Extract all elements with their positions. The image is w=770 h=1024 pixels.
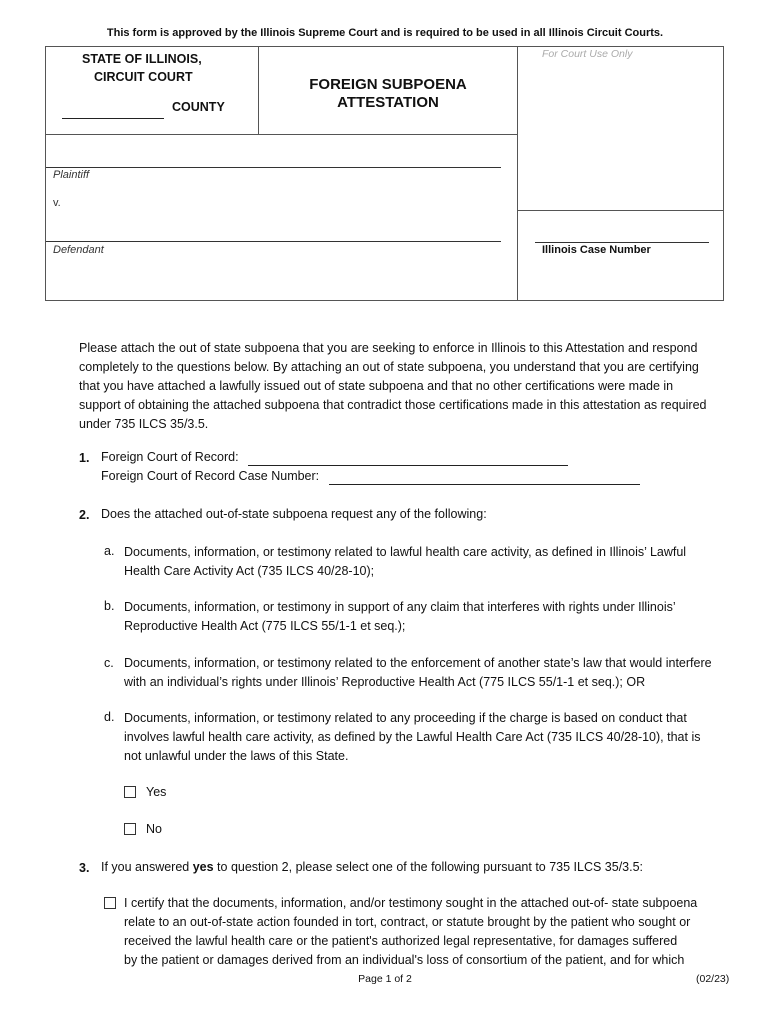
foreign-case-number-label: Foreign Court of Record Case Number: — [101, 469, 320, 483]
court-use-label: For Court Use Only — [542, 48, 633, 60]
intro-line: under 735 ILCS 35/3.5. — [79, 417, 209, 431]
item-d-text — [124, 709, 744, 766]
question-3-text — [101, 858, 643, 877]
approval-notice: This form is approved by the Illinois Supreme Court and is required to be used in all Illinois Circuit Courts. — [106, 27, 664, 39]
intro-paragraph — [79, 339, 739, 434]
divider — [517, 210, 724, 211]
case-number-label: Illinois Case Number — [542, 244, 651, 256]
item-c-letter: c. — [104, 656, 114, 670]
item-a-letter: a. — [104, 544, 115, 558]
item-c-text — [124, 654, 744, 692]
item-line: Documents, information, or testimony related to any proceeding if the charge is based on conduct that — [124, 711, 687, 725]
certify-line: I certify that the documents, information, and/or testimony sought in the attached out-of- state subpoena — [124, 896, 698, 910]
no-label: No — [146, 822, 162, 836]
page-number: Page 1 of 2 — [358, 973, 412, 985]
intro-line: that you have attached a lawfully issued out of state subpoena and that no other certifications were made in — [79, 379, 674, 393]
item-a-text — [124, 543, 744, 581]
certify-line: received the lawful health care or the patient's authorized legal representative, for damages suffered — [124, 934, 678, 948]
yes-label: Yes — [146, 785, 167, 799]
certify-text — [124, 894, 744, 970]
yes-checkbox[interactable] — [124, 786, 136, 798]
defendant-label: Defendant — [53, 244, 104, 256]
question-1-number: 1. — [79, 451, 90, 465]
intro-line: completely to the questions below. By attaching an out of state subpoena, you understand that you are certifying — [79, 360, 699, 374]
item-b-text — [124, 598, 744, 636]
defendant-field[interactable] — [46, 229, 501, 242]
certify-line: by the patient or damages derived from an individual's loss of consortium of the patient, and for which — [124, 953, 685, 967]
question-2-number: 2. — [79, 508, 90, 522]
item-line: not unlawful under the laws of this State. — [124, 749, 349, 763]
item-line: Documents, information, or testimony related to the enforcement of another state’s law that would interfere — [124, 656, 712, 670]
state-label: STATE OF ILLINOIS, — [82, 52, 202, 66]
certify-checkbox[interactable] — [104, 897, 116, 909]
versus-label: v. — [53, 197, 61, 209]
no-checkbox[interactable] — [124, 823, 136, 835]
item-line: with an individual’s rights under Illinois’ Reproductive Health Act (775 ILCS 55/1-1 et seq.); OR — [124, 675, 646, 689]
question-3-text-start: If you answered — [101, 860, 193, 874]
plaintiff-label: Plaintiff — [53, 169, 90, 181]
item-line: Health Care Activity Act (735 ILCS 40/28-10); — [124, 564, 375, 578]
item-line: Reproductive Health Act (775 ILCS 55/1-1 et seq.); — [124, 619, 406, 633]
plaintiff-field[interactable] — [46, 155, 501, 168]
intro-line: support of obtaining the attached subpoena that contradict those certifications made in this attestation as required — [79, 398, 707, 412]
item-line: involves lawful health care activity, as defined by the Lawful Health Care Act (735 ILCS 40/28-10), that is — [124, 730, 701, 744]
county-name-field[interactable] — [62, 104, 164, 119]
question-3-text-end: to question 2, please select one of the following pursuant to 735 ILCS 35/3.5: — [213, 860, 644, 874]
form-revision: (02/23) — [696, 973, 730, 985]
item-line: Documents, information, or testimony related to lawful health care activity, as defined in Illinois’ Lawful — [124, 545, 687, 559]
case-number-field[interactable] — [535, 230, 709, 243]
question-3-number: 3. — [79, 861, 90, 875]
question-2-text: Does the attached out-of-state subpoena request any of the following: — [101, 507, 487, 521]
form-title — [258, 76, 518, 112]
question-3-text-bold: yes — [192, 860, 214, 874]
county-label: COUNTY — [172, 100, 225, 114]
item-b-letter: b. — [104, 599, 115, 613]
circuit-court-label: CIRCUIT COURT — [94, 70, 193, 84]
item-d-letter: d. — [104, 710, 115, 724]
certify-line: relate to an out-of-state action founded in tort, contract, or statute brought by the patient who sought or — [124, 915, 691, 929]
divider — [46, 134, 518, 135]
item-line: Documents, information, or testimony in support of any claim that interferes with rights under Illinois’ — [124, 600, 676, 614]
form-title-line: FOREIGN SUBPOENA — [309, 76, 467, 93]
foreign-court-label: Foreign Court of Record: — [101, 450, 239, 464]
foreign-case-number-field[interactable] — [329, 471, 640, 485]
intro-line: Please attach the out of state subpoena that you are seeking to enforce in Illinois to this Attestation and respond — [79, 341, 698, 355]
form-title-line: ATTESTATION — [337, 94, 439, 111]
foreign-court-field[interactable] — [248, 452, 568, 466]
